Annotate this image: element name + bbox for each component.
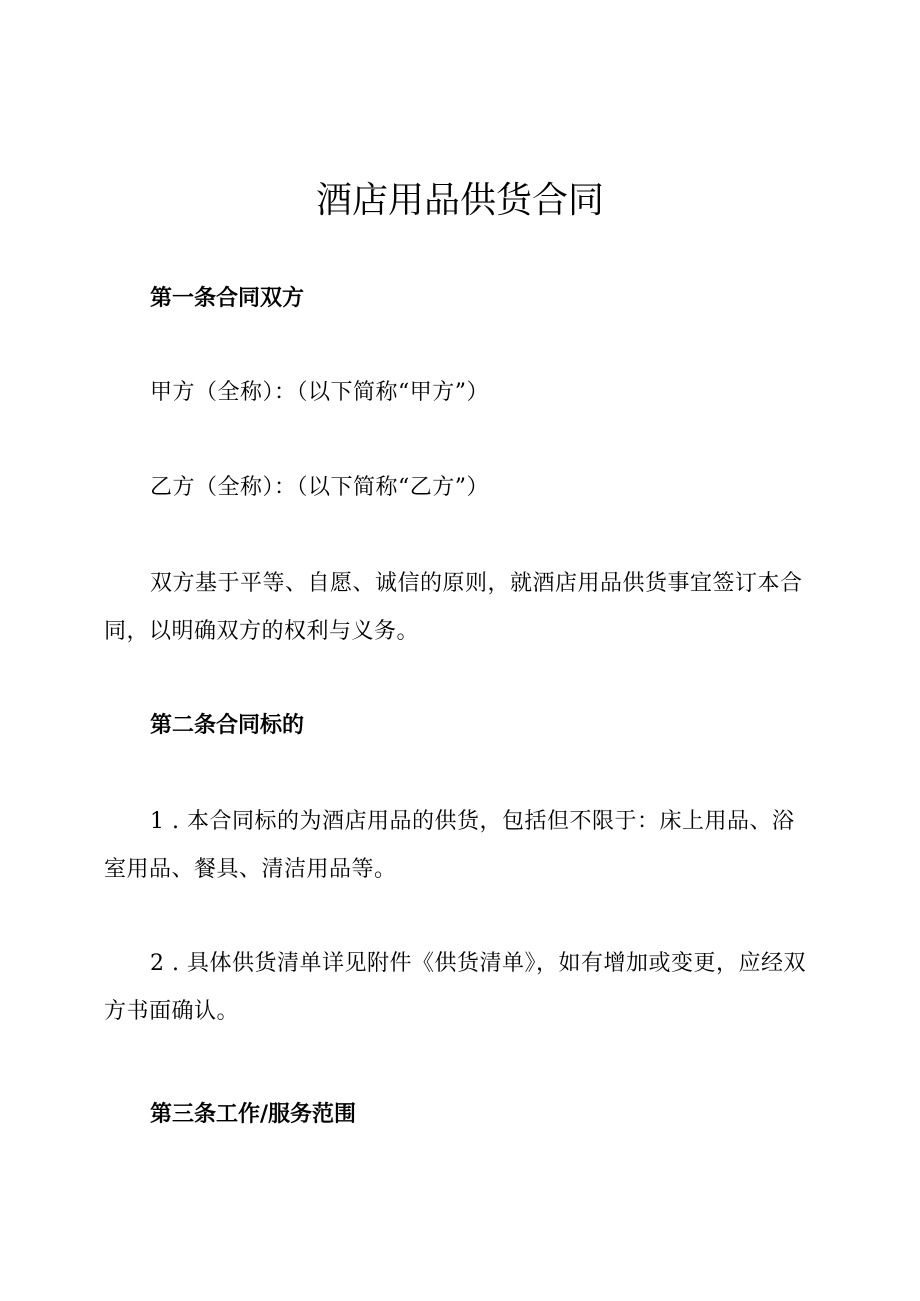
clause-item-1: 1 . 本合同标的为酒店用品的供货，包括但不限于：床上用品、浴室用品、餐具、清洁用品等。 [104, 809, 795, 882]
intro-paragraph: 双方基于平等、自愿、诚信的原则，就酒店用品供货事宜签订本合同，以明确双方的权利与义务。 [104, 571, 803, 644]
section-heading-1: 第一条合同双方 [150, 286, 305, 311]
party-b-line: 乙方（全称）：（以下简称“乙方”） [150, 475, 489, 500]
document-title: 酒店用品供货合同 [315, 180, 604, 221]
section-heading-3: 第三条工作/服务范围 [150, 1102, 357, 1127]
section-heading-2: 第二条合同标的 [150, 713, 305, 738]
clause-item-2: 2 . 具体供货清单详见附件《供货清单》，如有增加或变更，应经双方书面确认。 [104, 951, 806, 1024]
party-a-line: 甲方（全称）：（以下简称“甲方”） [150, 380, 489, 405]
